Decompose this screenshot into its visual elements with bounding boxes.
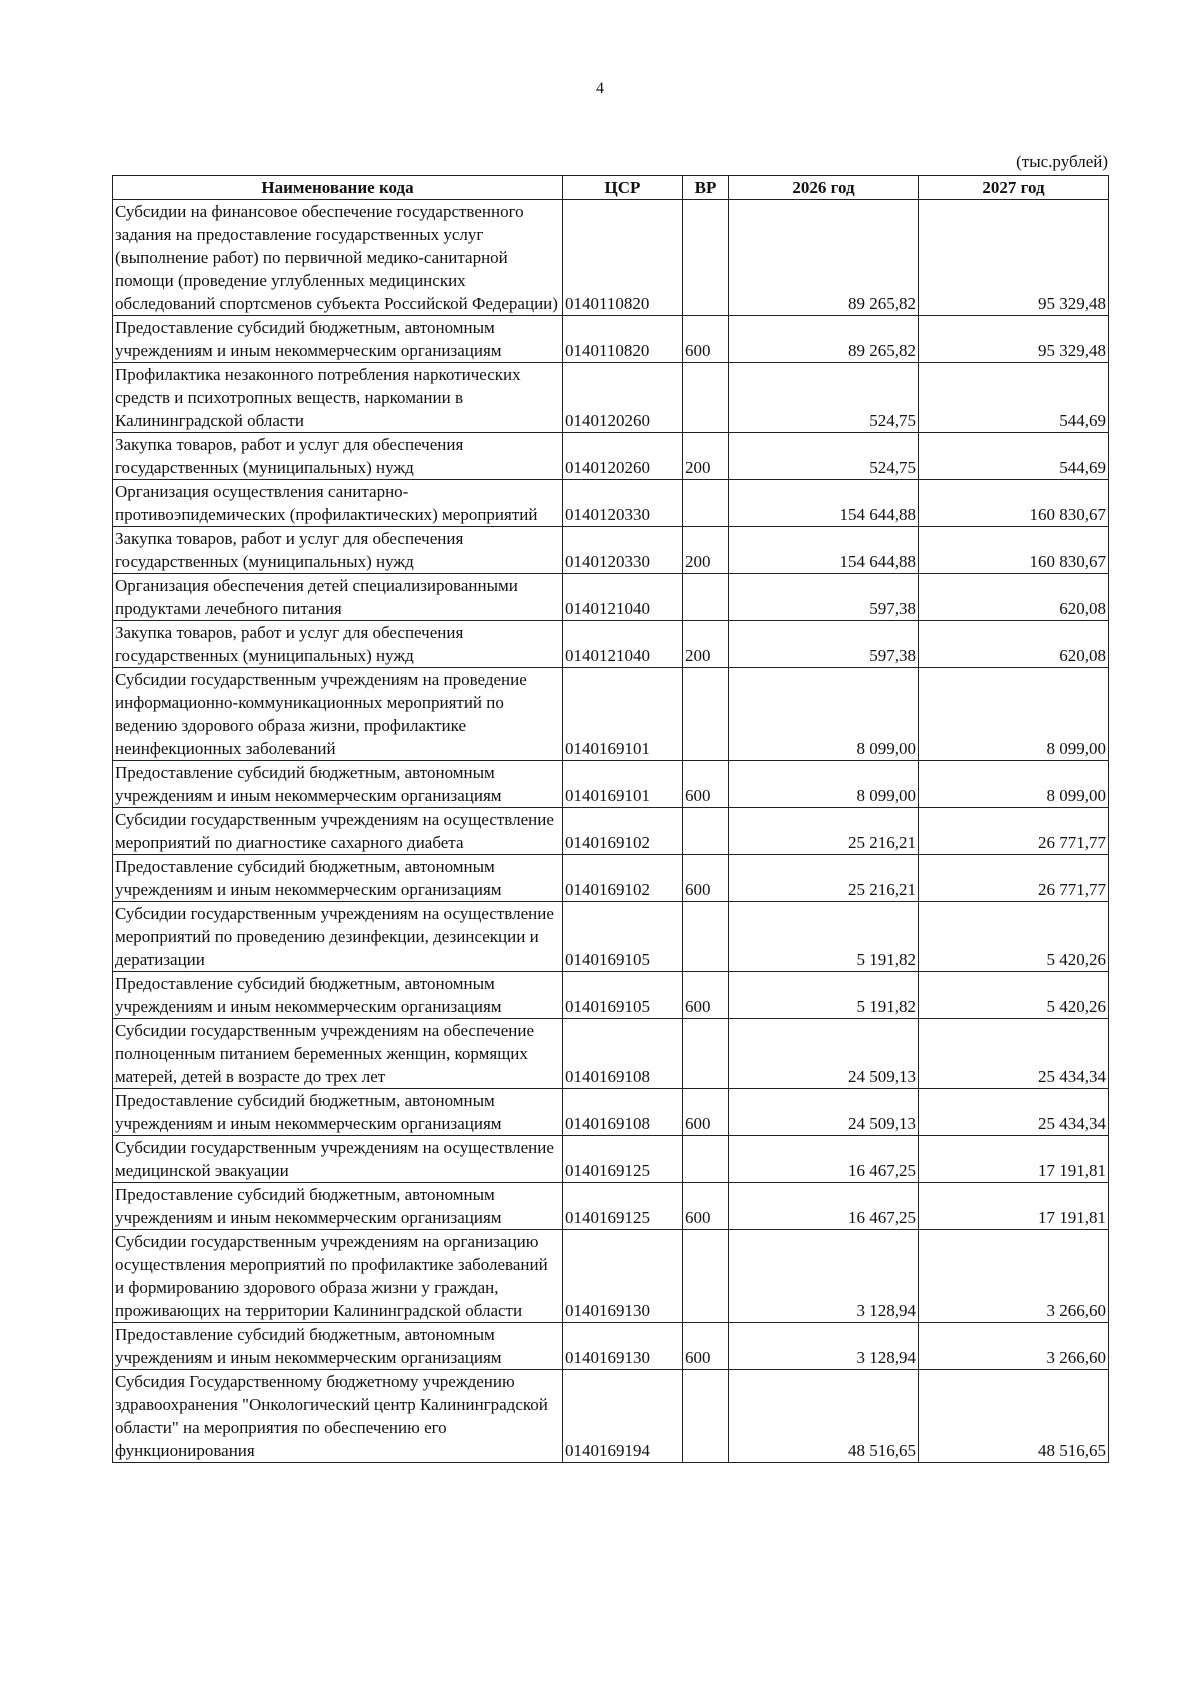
table-row (113, 574, 1109, 621)
cell-name: Профилактика незаконного потребления наркотических средств и психотропных веществ, наркомании в Калининградской области (113, 363, 563, 433)
cell-csr: 0140121040 (563, 621, 683, 668)
cell-2026: 524,75 (729, 363, 919, 433)
cell-2027: 620,08 (919, 621, 1109, 668)
cell-2027: 48 516,65 (919, 1370, 1109, 1463)
table-row (113, 808, 1109, 855)
cell-2027: 95 329,48 (919, 316, 1109, 363)
cell-2026: 8 099,00 (729, 761, 919, 808)
cell-2026: 16 467,25 (729, 1136, 919, 1183)
cell-2026: 154 644,88 (729, 527, 919, 574)
cell-2027: 160 830,67 (919, 480, 1109, 527)
cell-name: Организация обеспечения детей специализированными продуктами лечебного питания (113, 574, 563, 621)
cell-2027: 25 434,34 (919, 1089, 1109, 1136)
cell-vr: 600 (683, 1183, 729, 1230)
page-number: 4 (596, 80, 604, 97)
cell-vr (683, 1019, 729, 1089)
cell-csr: 0140120260 (563, 363, 683, 433)
cell-2027: 160 830,67 (919, 527, 1109, 574)
units-label: (тыс.рублей) (1016, 152, 1108, 171)
table-row (113, 972, 1109, 1019)
table-row (113, 433, 1109, 480)
cell-vr (683, 574, 729, 621)
cell-2026: 24 509,13 (729, 1089, 919, 1136)
cell-vr: 600 (683, 1089, 729, 1136)
cell-name: Предоставление субсидий бюджетным, автономным учреждениям и иным некоммерческим организациям (113, 316, 563, 363)
cell-name: Предоставление субсидий бюджетным, автономным учреждениям и иным некоммерческим организациям (113, 1089, 563, 1136)
cell-csr: 0140169108 (563, 1019, 683, 1089)
cell-csr: 0140169105 (563, 902, 683, 972)
cell-name: Закупка товаров, работ и услуг для обеспечения государственных (муниципальных) нужд (113, 433, 563, 480)
cell-vr (683, 200, 729, 316)
header-name: Наименование кода (113, 176, 563, 200)
cell-2026: 5 191,82 (729, 972, 919, 1019)
table-row (113, 761, 1109, 808)
cell-csr: 0140169101 (563, 761, 683, 808)
cell-2027: 544,69 (919, 363, 1109, 433)
cell-name: Субсидии государственным учреждениям на осуществление мероприятий по проведению дезинфекции, дезинсекции и дератизации (113, 902, 563, 972)
cell-2026: 89 265,82 (729, 200, 919, 316)
cell-csr: 0140169102 (563, 855, 683, 902)
table-row (113, 1019, 1109, 1089)
table-row (113, 621, 1109, 668)
table-row (113, 1136, 1109, 1183)
cell-2026: 25 216,21 (729, 808, 919, 855)
cell-2026: 8 099,00 (729, 668, 919, 761)
cell-name: Закупка товаров, работ и услуг для обеспечения государственных (муниципальных) нужд (113, 527, 563, 574)
cell-vr (683, 1136, 729, 1183)
cell-vr (683, 902, 729, 972)
cell-csr: 0140169130 (563, 1230, 683, 1323)
table-row (113, 1089, 1109, 1136)
cell-vr (683, 1370, 729, 1463)
cell-name: Субсидии государственным учреждениям на организацию осуществления мероприятий по профилактике заболеваний и формированию здорового образа жизни у граждан, проживающих на территории Калининградской области (113, 1230, 563, 1323)
cell-2027: 17 191,81 (919, 1183, 1109, 1230)
cell-2027: 95 329,48 (919, 200, 1109, 316)
cell-2026: 524,75 (729, 433, 919, 480)
table-row (113, 316, 1109, 363)
header-2026: 2026 год (729, 176, 919, 200)
cell-2026: 16 467,25 (729, 1183, 919, 1230)
table-row (113, 527, 1109, 574)
cell-csr: 0140120330 (563, 527, 683, 574)
table-row (113, 902, 1109, 972)
cell-vr: 200 (683, 433, 729, 480)
table-header-row (113, 176, 1109, 200)
cell-2027: 3 266,60 (919, 1323, 1109, 1370)
table-row (113, 668, 1109, 761)
table-row (113, 1370, 1109, 1463)
table-row (113, 1323, 1109, 1370)
cell-2026: 3 128,94 (729, 1323, 919, 1370)
cell-name: Субсидии государственным учреждениям на проведение информационно-коммуникационных мероприятий по ведению здорового образа жизни, профилактике неинфекционных заболеваний (113, 668, 563, 761)
cell-csr: 0140110820 (563, 316, 683, 363)
cell-csr: 0140169130 (563, 1323, 683, 1370)
table-row (113, 1230, 1109, 1323)
cell-name: Субсидии на финансовое обеспечение государственного задания на предоставление государственных услуг (выполнение работ) по первичной медико-санитарной помощи (проведение углубленных медицинских обследований спортсменов субъекта Российской Федерации) (113, 200, 563, 316)
table-row (113, 480, 1109, 527)
cell-vr (683, 808, 729, 855)
cell-name: Закупка товаров, работ и услуг для обеспечения государственных (муниципальных) нужд (113, 621, 563, 668)
cell-csr: 0140169194 (563, 1370, 683, 1463)
cell-csr: 0140110820 (563, 200, 683, 316)
cell-vr: 200 (683, 621, 729, 668)
cell-2027: 8 099,00 (919, 761, 1109, 808)
cell-2027: 17 191,81 (919, 1136, 1109, 1183)
cell-csr: 0140120260 (563, 433, 683, 480)
cell-name: Предоставление субсидий бюджетным, автономным учреждениям и иным некоммерческим организациям (113, 1183, 563, 1230)
cell-2026: 48 516,65 (729, 1370, 919, 1463)
cell-name: Предоставление субсидий бюджетным, автономным учреждениям и иным некоммерческим организациям (113, 972, 563, 1019)
cell-csr: 0140169125 (563, 1136, 683, 1183)
cell-2026: 3 128,94 (729, 1230, 919, 1323)
cell-name: Предоставление субсидий бюджетным, автономным учреждениям и иным некоммерческим организациям (113, 761, 563, 808)
cell-2026: 597,38 (729, 574, 919, 621)
cell-csr: 0140169108 (563, 1089, 683, 1136)
header-vr: ВР (683, 176, 729, 200)
cell-2027: 5 420,26 (919, 902, 1109, 972)
budget-table (112, 175, 1109, 1463)
cell-name: Предоставление субсидий бюджетным, автономным учреждениям и иным некоммерческим организациям (113, 1323, 563, 1370)
cell-name: Субсидия Государственному бюджетному учреждению здравоохранения "Онкологический центр Калининградской области" на мероприятия по обеспечению его функционирования (113, 1370, 563, 1463)
cell-csr: 0140169102 (563, 808, 683, 855)
cell-2026: 25 216,21 (729, 855, 919, 902)
cell-vr: 600 (683, 972, 729, 1019)
cell-csr: 0140169105 (563, 972, 683, 1019)
header-csr: ЦСР (563, 176, 683, 200)
cell-vr: 600 (683, 316, 729, 363)
cell-2027: 3 266,60 (919, 1230, 1109, 1323)
cell-name: Субсидии государственным учреждениям на осуществление медицинской эвакуации (113, 1136, 563, 1183)
cell-vr: 600 (683, 761, 729, 808)
cell-2026: 89 265,82 (729, 316, 919, 363)
cell-vr: 600 (683, 855, 729, 902)
cell-2027: 25 434,34 (919, 1019, 1109, 1089)
cell-2026: 24 509,13 (729, 1019, 919, 1089)
cell-vr (683, 668, 729, 761)
cell-2026: 154 644,88 (729, 480, 919, 527)
cell-csr: 0140121040 (563, 574, 683, 621)
table-row (113, 1183, 1109, 1230)
cell-csr: 0140169125 (563, 1183, 683, 1230)
cell-2026: 5 191,82 (729, 902, 919, 972)
cell-csr: 0140120330 (563, 480, 683, 527)
cell-vr: 200 (683, 527, 729, 574)
cell-vr: 600 (683, 1323, 729, 1370)
table-body (113, 200, 1109, 1463)
cell-2027: 620,08 (919, 574, 1109, 621)
header-2027: 2027 год (919, 176, 1109, 200)
cell-2026: 597,38 (729, 621, 919, 668)
cell-name: Организация осуществления санитарно-противоэпидемических (профилактических) мероприятий (113, 480, 563, 527)
cell-2027: 26 771,77 (919, 855, 1109, 902)
cell-2027: 5 420,26 (919, 972, 1109, 1019)
cell-vr (683, 1230, 729, 1323)
cell-csr: 0140169101 (563, 668, 683, 761)
cell-vr (683, 480, 729, 527)
cell-vr (683, 363, 729, 433)
table-row (113, 855, 1109, 902)
cell-2027: 26 771,77 (919, 808, 1109, 855)
cell-2027: 8 099,00 (919, 668, 1109, 761)
table-row (113, 200, 1109, 316)
cell-name: Предоставление субсидий бюджетным, автономным учреждениям и иным некоммерческим организациям (113, 855, 563, 902)
cell-name: Субсидии государственным учреждениям на обеспечение полноценным питанием беременных женщин, кормящих матерей, детей в возрасте до трех лет (113, 1019, 563, 1089)
table-row (113, 363, 1109, 433)
cell-name: Субсидии государственным учреждениям на осуществление мероприятий по диагностике сахарного диабета (113, 808, 563, 855)
cell-2027: 544,69 (919, 433, 1109, 480)
